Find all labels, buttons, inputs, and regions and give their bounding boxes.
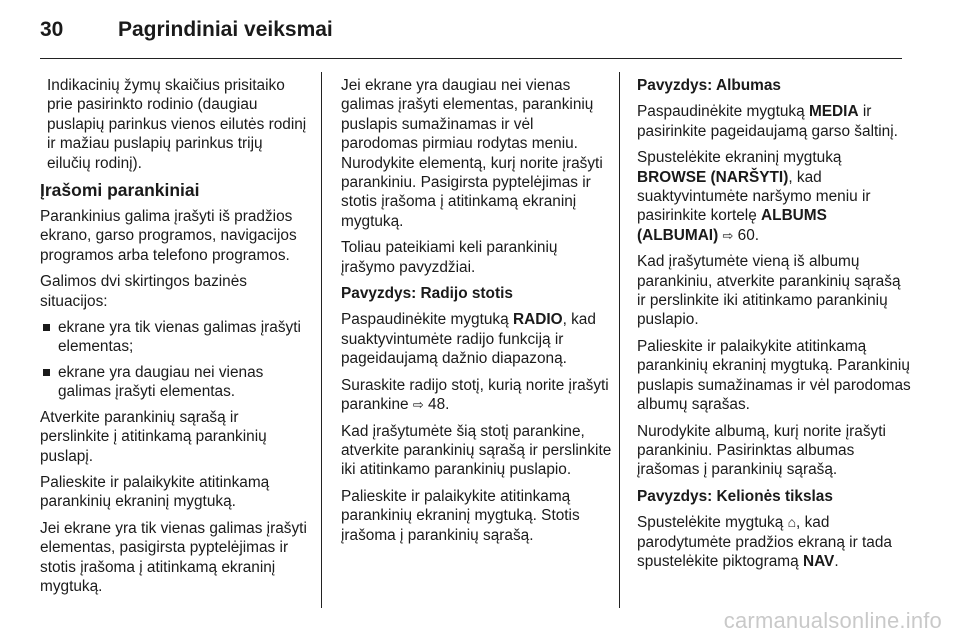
text-run: . bbox=[834, 552, 839, 570]
paragraph: Parankinius galima įrašyti iš pradžios ekrano, garso programos, navigacijos programos arba telefono programos. bbox=[40, 208, 297, 264]
bullet-item: ekrane yra tik vienas galimas įrašyti elementas; bbox=[40, 318, 310, 357]
page-title: Pagrindiniai veiksmai bbox=[118, 18, 333, 41]
page-number: 30 bbox=[40, 18, 64, 41]
watermark: carmanualsonline.info bbox=[723, 608, 942, 633]
paragraph bbox=[637, 513, 912, 571]
text-run: , kad parodytumėte pradžios ekraną ir tada spustelėkite piktogramą bbox=[637, 514, 892, 570]
paragraph bbox=[341, 376, 613, 415]
radio-button-label: RADIO bbox=[512, 311, 563, 329]
paragraph: Galimos dvi skirtingos bazinės situacijos: bbox=[40, 273, 247, 310]
example-heading-album: Pavyzdys: Albumas bbox=[637, 77, 781, 94]
page-reference-arrow-icon: ⇨ bbox=[412, 397, 424, 413]
paragraph bbox=[341, 310, 613, 368]
text-run: Spustelėkite ekraninį mygtuką bbox=[637, 149, 842, 167]
browse-button-label: BROWSE (NARŠYTI) bbox=[637, 168, 789, 186]
column-right bbox=[637, 76, 912, 578]
paragraph: Jei ekrane yra daugiau nei vienas galimas įrašyti elementas, parankinių puslapis sumažinamas ir vėl parodomas pirmiau rodytas meniu. Nurodykite elementą, kurį norite įrašyti parankiniu. Pasigirsta pyptelėjimas ir stotis įrašoma į atitinkamą ekraninį mygtuką. bbox=[341, 77, 603, 230]
media-button-label: MEDIA bbox=[808, 103, 859, 121]
text-run: Paspaudinėkite mygtuką bbox=[341, 311, 513, 329]
section-heading-favourites: Įrašomi parankiniai bbox=[40, 180, 200, 201]
example-heading-destination: Pavyzdys: Kelionės tikslas bbox=[637, 487, 833, 505]
paragraph: Palieskite ir palaikykite atitinkamą parankinių ekraninį mygtuką. Parankinių puslapis sumažinamas ir vėl parodomas albumų sąrašas. bbox=[637, 337, 911, 414]
paragraph: Atverkite parankinių sąrašą ir perslinkite į atitinkamą parankinių puslapį. bbox=[40, 408, 267, 465]
paragraph: Toliau pateikiami keli parankinių įrašymo pavyzdžiai. bbox=[341, 239, 558, 276]
nav-icon-label: NAV bbox=[802, 552, 835, 570]
column-middle bbox=[341, 76, 613, 552]
paragraph bbox=[637, 148, 912, 245]
paragraph: Jei ekrane yra tik vienas galimas įrašyti elementas, pasigirsta pyptelėjimas ir stotis įrašoma į atitinkamą ekraninį mygtuką. bbox=[40, 519, 307, 595]
page-reference-arrow-icon: ⇨ bbox=[722, 227, 734, 243]
paragraph: Palieskite ir palaikykite atitinkamą parankinių ekraninį mygtuką. bbox=[40, 473, 270, 511]
bullet-item: ekrane yra daugiau nei vienas galimas įrašyti elementas. bbox=[40, 363, 310, 402]
paragraph bbox=[637, 102, 912, 141]
column-divider-right bbox=[619, 72, 620, 608]
page-header bbox=[40, 18, 902, 50]
intro-paragraph: Indikacinių žymų skaičius prisitaiko prie pasirinkto rodinio (daugiau puslapių parinkus vienos eilutės rodinį ir mažiau puslapių parinkus trijų eilučių rodinį). bbox=[47, 77, 307, 172]
text-run: , kad suaktyvintumėte naršymo meniu ir pasirinkite kortelę bbox=[637, 168, 871, 225]
text-run: Suraskite radijo stotį, kurią norite įrašyti parankine bbox=[341, 376, 609, 414]
text-run: Spustelėkite mygtuką bbox=[637, 514, 788, 532]
paragraph: Nurodykite albumą, kurį norite įrašyti parankiniu. Pasirinktas albumas įrašomas į parankinių sąrašą. bbox=[637, 422, 886, 479]
text-run: , kad suaktyvintumėte radijo funkciją ir pageidaujamą dažnio diapazoną. bbox=[341, 311, 596, 368]
paragraph: Kad įrašytumėte vieną iš albumų parankiniu, atverkite parankinių sąrašą ir perslinkite iki atitinkamo parankinių puslapio. bbox=[637, 253, 901, 329]
text-run: 48. bbox=[423, 396, 450, 414]
column-left bbox=[40, 76, 310, 603]
text-run: ir pasirinkite pageidaujamą garso šaltinį. bbox=[637, 103, 898, 140]
example-heading-radio: Pavyzdys: Radijo stotis bbox=[341, 285, 513, 303]
bullet-list bbox=[40, 318, 310, 402]
text-run: Paspaudinėkite mygtuką bbox=[637, 103, 809, 121]
column-divider-left bbox=[321, 72, 322, 608]
paragraph: Palieskite ir palaikykite atitinkamą parankinių ekraninį mygtuką. Stotis įrašoma į parankinių sąrašą. bbox=[341, 487, 580, 544]
home-button-icon: ⌂ bbox=[787, 514, 797, 531]
text-run: 60. bbox=[733, 226, 760, 244]
albums-tab-label: ALBUMS (ALBUMAI) bbox=[637, 207, 827, 244]
paragraph: Kad įrašytumėte šią stotį parankine, atverkite parankinių sąrašą ir perslinkite iki atitinkamo parankinių puslapio. bbox=[341, 422, 612, 479]
header-divider bbox=[40, 58, 902, 59]
